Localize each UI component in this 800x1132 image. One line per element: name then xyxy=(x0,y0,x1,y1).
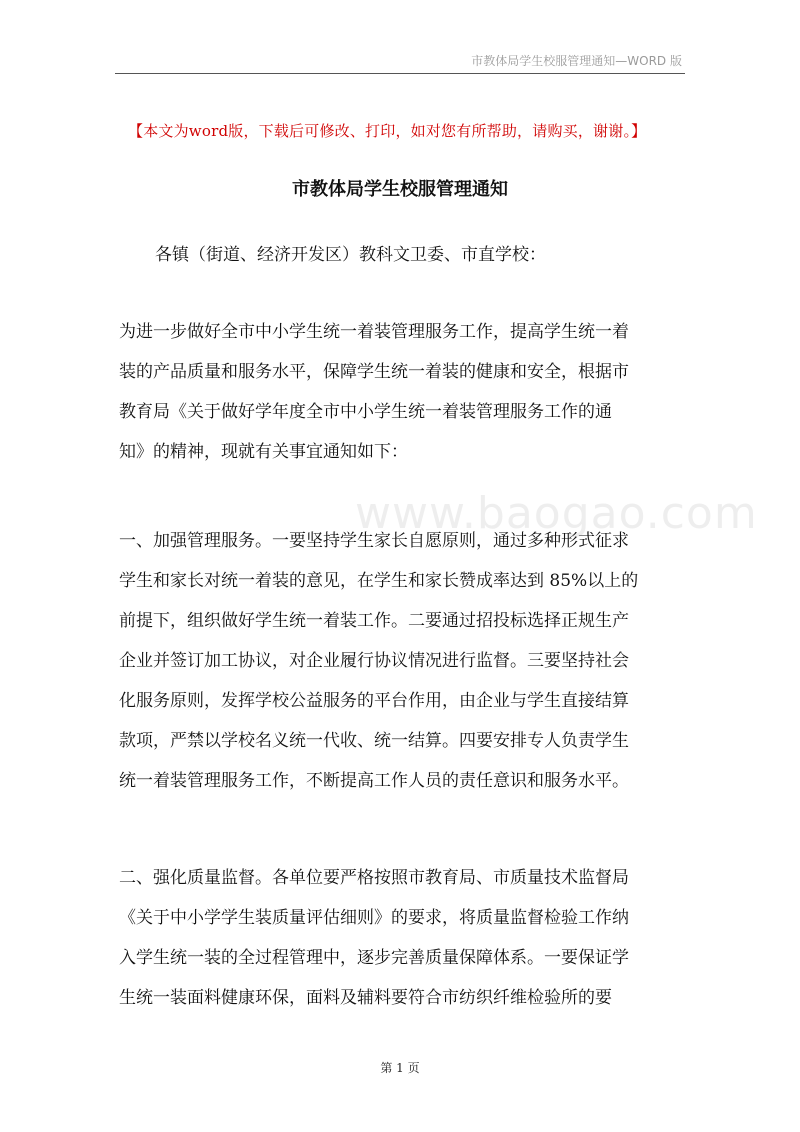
paragraph-line: 学生和家长对统一着装的意见，在学生和家长赞成率达到 85%以上的 xyxy=(119,571,639,591)
paragraph-line: 为进一步做好全市中小学生统一着装管理服务工作，提高学生统一着 xyxy=(119,322,629,342)
paragraph-line: 教育局《关于做好学年度全市中小学生统一着装管理服务工作的通 xyxy=(119,402,612,422)
paragraph-line: 二、强化质量监督。各单位要严格按照市教育局、市质量技术监督局 xyxy=(119,868,629,888)
paragraph-line: 化服务原则，发挥学校公益服务的平台作用，由企业与学生直接结算 xyxy=(119,691,629,711)
paragraph-line: 统一着装管理服务工作，不断提高工作人员的责任意识和服务水平。 xyxy=(119,771,629,791)
paragraph-line: 生统一装面料健康环保，面料及辅料要符合市纺织纤维检验所的要 xyxy=(119,988,612,1008)
paragraph-line: 入学生统一装的全过程管理中，逐步完善质量保障体系。一要保证学 xyxy=(119,948,629,968)
document-title: 市教体局学生校服管理通知 xyxy=(292,179,508,200)
paragraph-line: 《关于中小学学生装质量评估细则》的要求，将质量监督检验工作纳 xyxy=(119,908,629,928)
paragraph-line: 前提下，组织做好学生统一着装工作。二要通过招投标选择正规生产 xyxy=(119,611,629,631)
paragraph-intro xyxy=(119,312,694,472)
paragraph-management-service xyxy=(119,521,694,801)
header-title: 市教体局学生校服管理通知—WORD 版 xyxy=(471,54,682,68)
paragraph-quality-supervision xyxy=(119,858,694,1018)
salutation: 各镇（街道、经济开发区）教科文卫委、市直学校： xyxy=(155,245,546,265)
page-number: 第 1 页 xyxy=(380,1061,420,1075)
header-rule xyxy=(115,73,685,74)
paragraph-line: 装的产品质量和服务水平，保障学生统一着装的健康和安全，根据市 xyxy=(119,362,629,382)
paragraph-line: 一、加强管理服务。一要坚持学生家长自愿原则，通过多种形式征求 xyxy=(119,531,629,551)
page-header xyxy=(0,0,800,80)
paragraph-line: 企业并签订加工协议，对企业履行协议情况进行监督。三要坚持社会 xyxy=(119,651,629,671)
paragraph-line: 知》的精神，现就有关事宜通知如下： xyxy=(119,442,408,462)
purchase-notice: 【本文为word版，下载后可修改、打印，如对您有所帮助，请购买，谢谢。】 xyxy=(128,122,647,140)
paragraph-line: 款项，严禁以学校名义统一代收、统一结算。四要安排专人负责学生 xyxy=(119,731,629,751)
watermark: www.baogao.com xyxy=(355,488,758,539)
